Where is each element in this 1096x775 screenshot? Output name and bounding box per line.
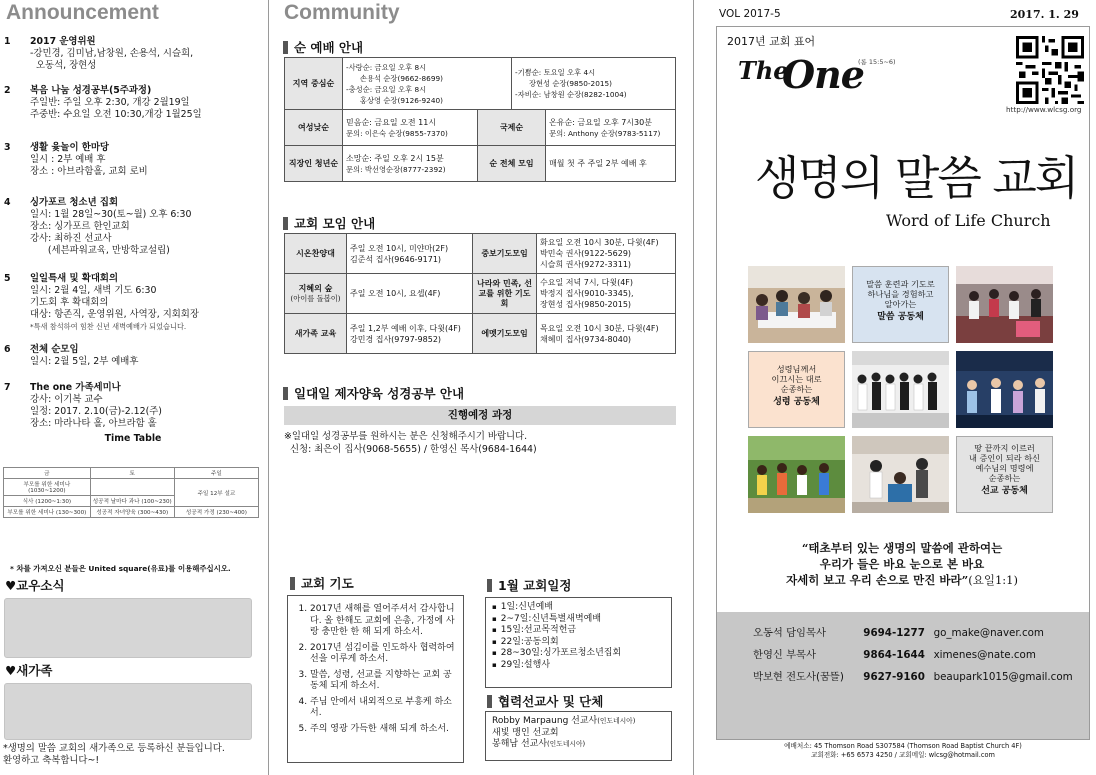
photo-praise-band — [956, 351, 1053, 428]
item-number: 3 — [4, 142, 11, 153]
table-row — [4, 479, 259, 496]
meetings-table — [284, 233, 676, 354]
section-marker — [283, 41, 288, 54]
item-line: 일시: 2월 4일, 새벽 기도 6:30 — [30, 285, 157, 296]
announcement-header: Announcement — [0, 0, 262, 28]
item-number: 6 — [4, 344, 11, 355]
table-row — [285, 146, 676, 182]
table-cell: 주일 12부 설교 — [174, 479, 258, 507]
prayer-item: 3. 말씀, 성령, 선교를 지향하는 교회 공동체 되게 하소서. — [310, 670, 457, 693]
heart-icon: ♥ — [5, 663, 17, 678]
staff-contacts — [717, 612, 1089, 739]
timetable-title: Time Table — [104, 433, 162, 444]
table-cell: 온유순: 금요일 오후 7시30분 문의: Anthony 순장(9783-5117) — [546, 110, 676, 146]
divider — [268, 0, 269, 775]
item-note: *특새 참석하여 힘찬 신년 새벽예배가 되었습니다. — [30, 322, 187, 331]
table-label: 지역 중심순 — [285, 58, 343, 110]
table-row — [285, 58, 676, 110]
item-title: The one 가족세미나 — [30, 382, 121, 393]
table-label: 새가족 교육 — [285, 314, 347, 354]
table-label: 직장인 청년순 — [285, 146, 343, 182]
staff-phone: 9864-1644 — [863, 649, 925, 661]
table-cell — [90, 479, 174, 496]
announcement-list — [4, 36, 262, 448]
photo-grid — [748, 266, 1054, 512]
church-address: 예배처소: 45 Thomson Road S307584 (Thomson Road Baptist Church 4F) 교회전화: +65 6573 4250 / 교회메일: wlcsg@hotmail.com — [784, 742, 1022, 759]
announcement-item — [4, 382, 262, 430]
item-title: 전체 순모임 — [30, 344, 79, 355]
photo-choir — [852, 351, 949, 428]
table-header: 토 — [90, 468, 174, 479]
meetings-heading: 교회 모임 안내 — [283, 214, 375, 232]
photo-bible-study — [748, 266, 845, 343]
item-title: 복음 나눔 성경공부(5주과정) — [30, 85, 152, 96]
missionaries-heading: 협력선교사 및 단체 — [487, 692, 603, 710]
course-bar: 진행예정 과정 — [284, 406, 676, 425]
schedule-item: ▪ 15일:선교목적헌금 — [492, 625, 665, 637]
table-label: 지혜의 숲 (아이를 돌봅이) — [285, 274, 347, 314]
item-title: 일일특새 및 확대회의 — [30, 273, 119, 284]
tile-word-community: 말씀 훈련과 기도로 하나님을 경험하고 알아가는 말씀 공동체 — [852, 266, 949, 343]
photo-hair-service — [852, 436, 949, 513]
item-line: 장소 : 아브라함홀, 교회 로비 — [30, 166, 148, 177]
table-cell: 주일 1,2부 예배 이후, 다윗(4F) 강민경 집사(9797-9852) — [347, 314, 473, 354]
announcement-item — [4, 36, 262, 72]
table-cell: 부모를 위한 세미나 (130~300) — [4, 507, 91, 518]
item-line: 장소: 마라나타 홀, 아브라함 홀 — [30, 418, 157, 429]
church-name-english: Word of Life Church — [886, 211, 1051, 230]
item-line: 일정: 2017. 2.10(금)-2.12(주) — [30, 406, 162, 417]
table-cell: 성공적 자녀양육 (300~430) — [90, 507, 174, 518]
prayer-box — [287, 595, 464, 763]
table-cell: 매월 첫 주 주일 2부 예배 후 — [546, 146, 676, 182]
prayer-item: 4. 주님 안에서 내외적으로 부흥케 하소서. — [310, 697, 457, 720]
table-cell: 성공적 날마다 과나 (100~230) — [90, 496, 174, 507]
worship-heading: 순 예배 안내 — [283, 38, 363, 56]
item-line: 주일반: 주일 오후 2:30, 개강 2월19일 — [30, 97, 190, 108]
table-label: 여성낮순 — [285, 110, 343, 146]
table-cell: 주일 오전 10시, 요셉(4F) — [347, 274, 473, 314]
motto-label: 2017년 교회 표어 — [727, 35, 816, 48]
item-number: 7 — [4, 382, 11, 393]
table-cell: 식사 (1200~1:30) — [4, 496, 91, 507]
section-marker — [283, 387, 288, 400]
announcement-item — [4, 142, 262, 178]
item-line: 오동석, 장현성 — [30, 60, 97, 71]
staff-email[interactable]: beaupark1015@gmail.com — [933, 671, 1073, 683]
item-line: 기도회 후 확대회의 — [30, 297, 109, 308]
staff-email[interactable]: go_make@naver.com — [933, 627, 1044, 639]
worship-table — [284, 57, 676, 182]
schedule-heading: 1월 교회일정 — [487, 576, 571, 594]
section-marker — [487, 579, 492, 592]
item-line: 일시 : 2부 예배 후 — [30, 154, 106, 165]
website-url: http://www.wlcsg.org — [1006, 105, 1082, 114]
table-cell: 목요일 오전 10시 30분, 다윗(4F) 채혜미 집사(9734-8040) — [537, 314, 676, 354]
schedule-item: ▪ 22일:공동의회 — [492, 637, 665, 649]
table-cell: 성공적 가정 (230~400) — [174, 507, 258, 518]
staff-row — [753, 668, 1089, 690]
schedule-item: ▪ 2~7일:신년특별새벽예배 — [492, 614, 665, 626]
logo-reference: (롬 15:5~6) — [858, 58, 896, 66]
church-name-korean: 생명의 말씀 교회 — [755, 151, 1078, 205]
heart-icon: ♥ — [5, 578, 17, 593]
table-cell: 수요일 저녁 7시, 다윗(4F) 박정지 집사(9010-3345), 장현성 집사(9850-2015) — [537, 274, 676, 314]
item-title: 싱가포르 청소년 집회 — [30, 197, 119, 208]
announcement-item — [4, 197, 262, 257]
missionary-item: Robby Marpaung 선교사(인도네시아) — [492, 716, 636, 726]
table-header: 금 — [4, 468, 91, 479]
item-number: 1 — [4, 36, 11, 47]
table-cell: 주일 오전 10시, 미얀마(2F) 김준석 집사(9646-9171) — [347, 234, 473, 274]
table-row — [285, 274, 676, 314]
staff-phone: 9694-1277 — [863, 627, 925, 639]
table-header: 주일 — [174, 468, 258, 479]
section-marker — [290, 577, 295, 590]
staff-name: 한영신 부목사 — [753, 649, 816, 661]
table-cell: 화요일 오전 10시 30분, 다윗(4F) 박민숙 권사(9122-5629) 시슬희 권사(9272-3311) — [537, 234, 676, 274]
announcement-item — [4, 85, 262, 121]
table-cell: -기쁨순: 토요일 오후 4시 장현성 순장(9850-2015) -자비순: 남창원 순장(8282-1004) — [512, 58, 676, 110]
item-line: 강사: 이기복 교수 — [30, 394, 103, 405]
schedule-box — [485, 597, 672, 688]
logo-the: The — [738, 56, 789, 85]
table-cell: -사랑순: 금요일 오후 8시 손용석 순장(9662-8699) -충성순: 금요일 오후 8시 홍상영 순장(9126-9240) — [343, 58, 512, 110]
staff-name: 오동석 담임목사 — [753, 627, 826, 639]
prayer-item: 5. 주의 영광 가득한 새해 되게 하소서. — [310, 724, 457, 736]
schedule-item: ▪ 28~30일:싱가포르청소년집회 — [492, 648, 665, 660]
item-line: 일시: 1월 28일~30(토~월) 오후 6:30 — [30, 209, 192, 220]
missionaries-box — [485, 711, 672, 761]
item-line: -강민경, 김미남,남창원, 손용석, 시슬희, — [30, 48, 194, 59]
table-cell: 믿음순: 금요일 오전 11시 문의: 이은숙 순장(9855-7370) — [343, 110, 478, 146]
item-line: 강사: 최하진 선교사 — [30, 233, 112, 244]
community-header: Community — [278, 0, 688, 28]
table-row — [285, 110, 676, 146]
prayer-item: 1. 2017년 새해를 열어주셔서 감사합니다. 올 한해도 교회에 은총, 가정에 사랑 충만한 한 해 되게 하소서. — [310, 604, 457, 639]
bible-verse: “태초부터 있는 생명의 말씀에 관하여는 우리가 들은 바요 눈으로 본 바요 자세히 보고 우리 손으로 만진 바라”(요일1:1) — [786, 541, 1018, 587]
item-number: 5 — [4, 273, 11, 284]
item-line: 장소: 싱가포르 한인교회 — [30, 221, 130, 232]
item-line: (세븐파워교육, 만방학교설립) — [30, 245, 170, 256]
item-line: 일시: 2월 5일, 2부 예배후 — [30, 356, 139, 367]
section-marker — [487, 695, 492, 708]
section-marker — [283, 217, 288, 230]
table-label: 시온찬양대 — [285, 234, 347, 274]
staff-row — [753, 646, 1089, 668]
photo-mission-kids — [748, 436, 845, 513]
welcome-text: *생명의 말씀 교회의 새가족으로 등록하신 분들입니다. 환영하고 축복합니다~! — [3, 743, 225, 766]
table-row — [285, 314, 676, 354]
announcement-item — [4, 273, 262, 333]
divider — [693, 0, 694, 775]
newcomers-heading: ♥새가족 — [5, 663, 53, 678]
qr-code-icon — [1016, 36, 1084, 104]
photo-worship-stage — [956, 266, 1053, 343]
logo-one: One — [782, 52, 864, 97]
staff-email[interactable]: ximenes@nate.com — [933, 649, 1036, 661]
table-row — [285, 234, 676, 274]
item-line: 대상: 항존직, 운영위원, 사역장, 지회회장 — [30, 309, 199, 320]
bible-study-heading: 일대일 제자양육 성경공부 안내 — [283, 384, 464, 402]
staff-row — [753, 624, 1089, 646]
table-label: 순 전체 모임 — [478, 146, 546, 182]
tile-spirit-community: 성령님께서 이끄시는 대로 순종하는 성령 공동체 — [748, 351, 845, 428]
news-box — [4, 598, 252, 658]
missionary-item: 봉해남 선교사(인도네시아) — [492, 739, 586, 749]
bible-study-text: ※일대일 성경공부를 원하시는 분은 신청해주시기 바랍니다. 신청: 최은이 집사(9068-5655) / 한영신 목사(9684-1644) — [284, 431, 537, 455]
item-number: 2 — [4, 85, 11, 96]
schedule-item: ▪ 29일:설행사 — [492, 660, 665, 672]
table-cell: 부모를 위한 세미나 (1030~1200) — [4, 479, 91, 496]
prayer-item: 2. 2017년 섬김이를 인도하사 협력하여 선을 이루게 하소서. — [310, 643, 457, 666]
table-label: 에멧기도모임 — [473, 314, 537, 354]
timetable — [3, 467, 259, 518]
newcomers-box — [4, 683, 252, 740]
table-label: 중보기도모임 — [473, 234, 537, 274]
staff-phone: 9627-9160 — [863, 671, 925, 683]
prayer-heading: 교회 기도 — [290, 574, 354, 592]
volume-label: VOL 2017-5 — [719, 8, 781, 20]
table-cell: 소망순: 주일 오후 2시 15분 문의: 박선영순장(8777-2392) — [343, 146, 478, 182]
tile-mission-community: 땅 끝까지 이르러 내 증인이 되라 하신 예수님의 명령에 순종하는 선교 공동체 — [956, 436, 1053, 513]
item-title: 2017 운영위원 — [30, 36, 96, 47]
missionary-item: 새빛 맹인 선교회 — [492, 727, 559, 738]
announcement-item — [4, 344, 262, 368]
table-row — [4, 507, 259, 518]
table-label: 국제순 — [478, 110, 546, 146]
item-title: 생활 윷놀이 한마당 — [30, 142, 109, 153]
issue-date: 2017. 1. 29 — [1010, 8, 1079, 21]
staff-name: 박보현 전도사(꿈뜰) — [753, 671, 844, 683]
news-heading: ♥교우소식 — [5, 578, 65, 593]
schedule-item: ▪ 1일:신년예배 — [492, 602, 665, 614]
item-line: 주중반: 수요일 오전 10:30,개강 1월25일 — [30, 109, 202, 120]
table-label: 나라와 민족, 선교를 위한 기도회 — [473, 274, 537, 314]
parking-note: * 차를 가져오신 분들은 United square(유료)를 이용해주십시오. — [10, 564, 231, 573]
table-row — [4, 468, 259, 479]
item-number: 4 — [4, 197, 11, 208]
